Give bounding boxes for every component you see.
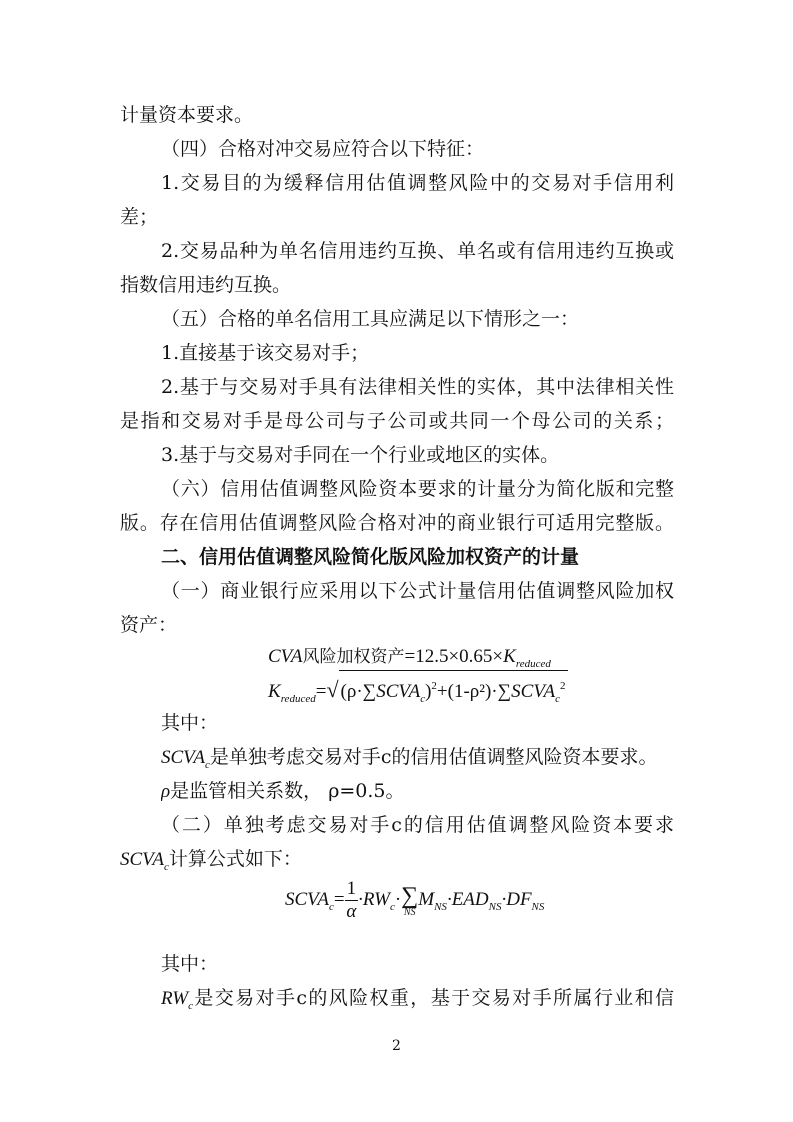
paragraph-line: （一）商业银行应采用以下公式计量信用估值调整风险加权 <box>161 580 674 602</box>
paragraph-line: 其中： <box>161 712 219 734</box>
paragraph-line: （五）合格的单名信用工具应满足以下情形之一： <box>161 308 580 330</box>
page-number: 2 <box>392 1038 401 1054</box>
formula-k-reduced: $K_{reduced}=√$ $(\rho\cdot\sum SCVA_c)^2+(1-\rho^2)\cdot\sum SCVA_c^2$ <box>268 670 568 712</box>
paragraph-line: 指数信用违约互换。 <box>120 274 292 296</box>
formula-scva: $SCVA_c=$ $\frac{1}{\alpha}$ $\cdot RW_c\cdot$ ∑ NS $M_{NS}\cdot EAD_{NS}\cdot DF_{NS}$ <box>285 878 545 922</box>
paragraph-line: 2.基于与交易对手具有法律相关性的实体，其中法律相关性 <box>161 376 674 398</box>
paragraph-line: $SCVA_c$计算公式如下： <box>120 848 302 873</box>
formula-cva-rwa: CVA风险加权资产$=12.5\times 0.65\times K_{reduced}$ <box>268 646 551 670</box>
paragraph-line: 2.交易品种为单名信用违约互换、单名或有信用违约互换或 <box>161 240 674 262</box>
section-heading: 二、信用估值调整风险简化版风险加权资产的计量 <box>161 546 580 568</box>
paragraph-line: 版。存在信用估值调整风险合格对冲的商业银行可适用完整版。 <box>120 512 674 534</box>
paragraph-line: 其中： <box>161 953 219 975</box>
paragraph-line: 资产： <box>120 614 178 636</box>
paragraph-line: $RW_c$是交易对手c的风险权重，基于交易对手所属行业和信 <box>161 987 674 1012</box>
paragraph-line: 1.交易目的为缓释信用估值调整风险中的交易对手信用利 <box>161 172 674 194</box>
paragraph-line: （二）单独考虑交易对手c的信用估值调整风险资本要求 <box>161 814 674 836</box>
paragraph-line: 1.直接基于该交易对手； <box>161 342 370 364</box>
paragraph-line: $SCVA_c$是单独考虑交易对手c的信用估值调整风险资本要求。 <box>161 746 658 771</box>
paragraph-line: 3.基于与交易对手同在一个行业或地区的实体。 <box>161 444 560 466</box>
paragraph-line: 差； <box>120 206 159 228</box>
paragraph-line: （六）信用估值调整风险资本要求的计量分为简化版和完整 <box>161 478 674 500</box>
paragraph-line: （四）合格对冲交易应符合以下特征： <box>161 138 485 160</box>
paragraph-line: 是指和交易对手是母公司与子公司或共同一个母公司的关系； <box>120 410 674 432</box>
paragraph-line: 计量资本要求。 <box>120 104 254 126</box>
paragraph-line: ρ是监管相关系数， ρ=0.5。 <box>161 780 405 802</box>
